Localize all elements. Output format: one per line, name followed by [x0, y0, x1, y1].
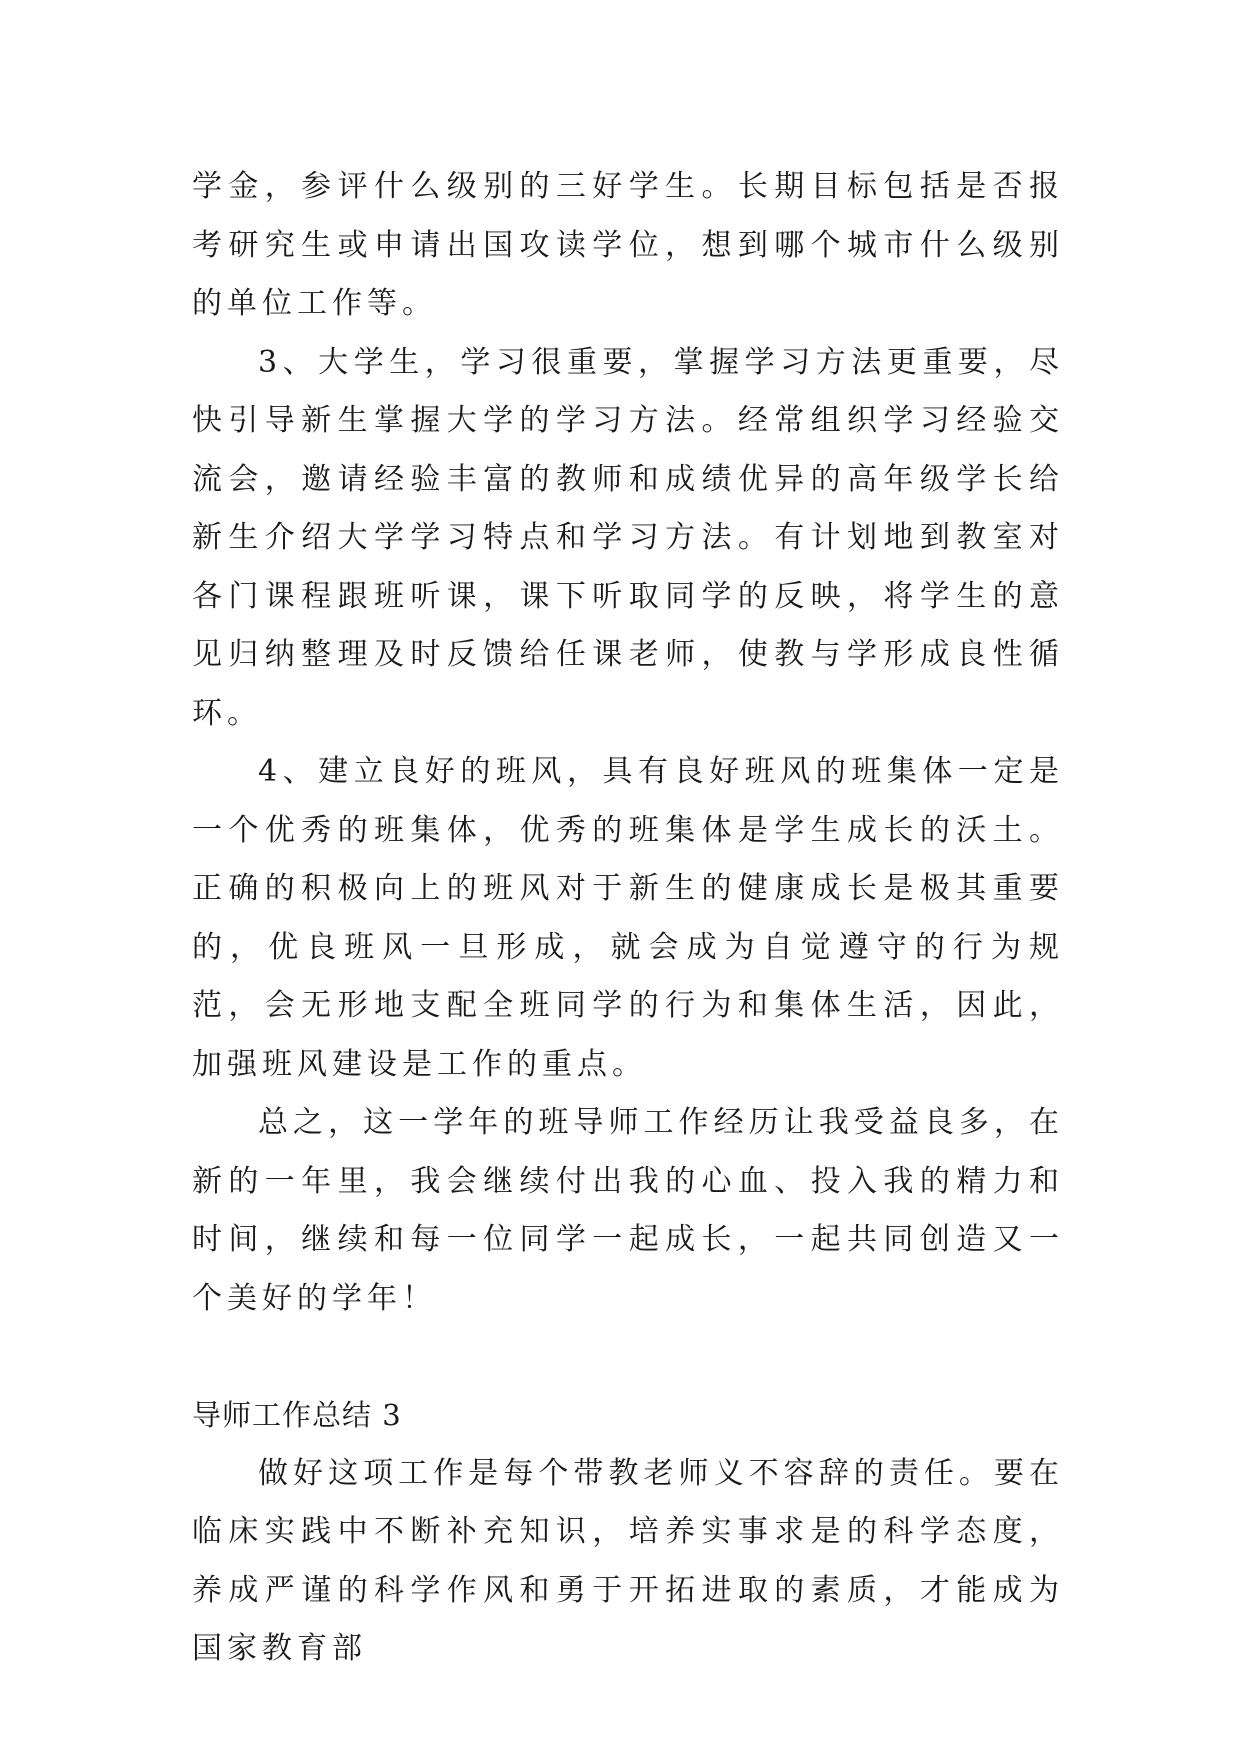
section-title: 导师工作总结 3 — [192, 1398, 402, 1432]
document-body — [192, 158, 1064, 1679]
paragraph-1: 学金，参评什么级别的三好学生。长期目标包括是否报考研究生或申请出国攻读学位，想到哪个城市什么级别的单位工作等。 — [192, 169, 1064, 321]
paragraph-4: 总之，这一学年的班导师工作经历让我受益良多，在新的一年里，我会继续付出我的心血、投入我的精力和时间，继续和每一位同学一起成长，一起共同创造又一个美好的学年！ — [192, 1105, 1064, 1316]
paragraph-2: 3、大学生，学习很重要，掌握学习方法更重要，尽快引导新生掌握大学的学习方法。经常组织学习经验交流会，邀请经验丰富的教师和成绩优异的高年级学长给新生介绍大学学习特点和学习方法。有计划地到教室对各门课程跟班听课，课下听取同学的反映，将学生的意见归纳整理及时反馈给任课老师，使教与学形成良性循环。 — [192, 344, 1064, 731]
paragraph-5: 做好这项工作是每个带教老师义不容辞的责任。要在临床实践中不断补充知识，培养实事求是的科学态度，养成严谨的科学作风和勇于开拓进取的素质，才能成为国家教育部 — [192, 1455, 1064, 1666]
paragraph-3: 4、建立良好的班风，具有良好班风的班集体一定是一个优秀的班集体，优秀的班集体是学生成长的沃土。正确的积极向上的班风对于新生的健康成长是极其重要的，优良班风一旦形成，就会成为自觉遵守的行为规范，会无形地支配全班同学的行为和集体生活，因此，加强班风建设是工作的重点。 — [192, 754, 1064, 1082]
